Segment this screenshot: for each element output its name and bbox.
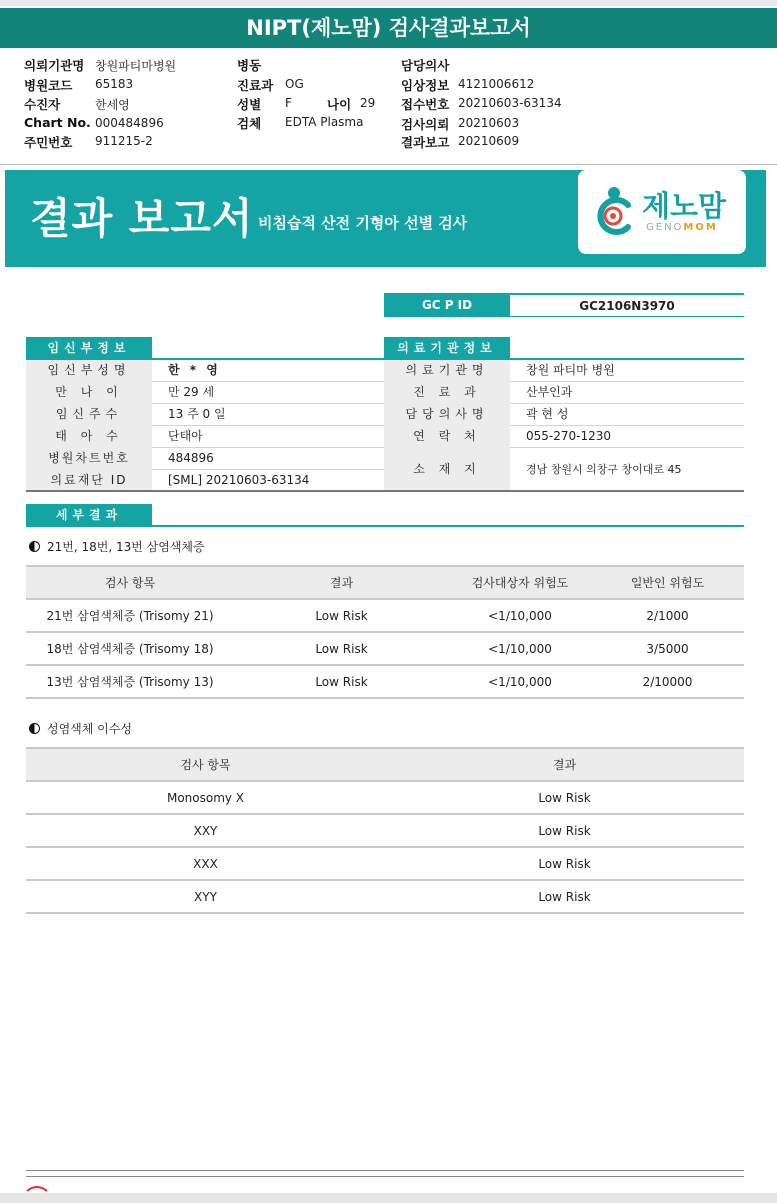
gcp-label: GC P ID: [384, 293, 510, 317]
institution-value: 경남 창원시 의창구 창이대로 45: [526, 463, 682, 476]
table-cell: 2/10000: [591, 665, 744, 698]
patient-label: 태 아 수: [26, 426, 152, 448]
patient-value: 484896: [168, 451, 214, 465]
column-header: 결과: [385, 748, 744, 781]
patient-label: 임신주수: [26, 404, 152, 426]
detail-rule: [26, 525, 744, 527]
column-header: 검사 항목: [26, 566, 234, 599]
patient-label: 병원차트번호: [26, 448, 152, 470]
table-row: [26, 880, 744, 913]
institution-label: 소 재 지: [384, 448, 510, 492]
institution-row: [384, 448, 744, 492]
patient-label: 의료재단 ID: [26, 470, 152, 492]
header-key: 성별: [237, 97, 262, 112]
institution-row: [384, 404, 744, 426]
institution-value: 산부인과: [526, 385, 573, 399]
header-value: 20210603: [458, 116, 520, 130]
patient-value: [SML] 20210603-63134: [168, 473, 310, 487]
header-value: 000484896: [95, 116, 164, 130]
detail-tab: 세부결과: [26, 504, 152, 526]
table-cell: 2/1000: [591, 599, 744, 632]
logo-name: 제노맘: [642, 189, 727, 223]
table-cell: <1/10,000: [449, 665, 591, 698]
institution-value: 055-270-1230: [526, 429, 612, 443]
table-cell: Low Risk: [234, 665, 449, 698]
banner-subtitle: 비침습적 산전 기형아 선별 검사: [258, 214, 468, 232]
institution-row: [384, 426, 744, 448]
section2-heading: [29, 720, 132, 737]
header-key: 병동: [237, 58, 262, 73]
genomom-logo: [578, 170, 746, 254]
table-row: [26, 781, 744, 814]
institution-info-tab: 의료기관정보: [384, 337, 510, 359]
header-key: 주민번호: [24, 135, 73, 150]
column-header: 검사대상자 위험도: [449, 566, 591, 599]
institution-label: 진 료 과: [384, 382, 510, 404]
header-value: F: [285, 96, 292, 110]
age-value: 29: [360, 96, 376, 110]
table-cell: Monosomy X: [26, 781, 385, 814]
header-divider: [0, 164, 777, 165]
header-key: 병원코드: [24, 78, 73, 93]
table-cell: 21번 삼염색체증 (Trisomy 21): [26, 599, 234, 632]
header-key: 결과보고: [401, 135, 450, 150]
trisomy-table: [26, 565, 744, 699]
header-value: 창원파티마병원: [95, 59, 177, 73]
column-header: 결과: [234, 566, 449, 599]
half-circle-icon: [29, 541, 40, 552]
header-info: [0, 52, 777, 162]
table-cell: 13번 삼염색체증 (Trisomy 13): [26, 665, 234, 698]
patient-value: 13 주 0 일: [168, 407, 226, 421]
patient-row: [26, 360, 385, 382]
table-cell: XYY: [26, 880, 385, 913]
header-key: 수진자: [24, 97, 61, 112]
table-cell: Low Risk: [385, 781, 744, 814]
table-cell: XXY: [26, 814, 385, 847]
footer-rule: [26, 1170, 744, 1171]
table-row: [26, 632, 744, 665]
header-value: 911215-2: [95, 134, 153, 148]
footer-rule: [26, 1176, 744, 1177]
header-key: 접수번호: [401, 97, 450, 112]
institution-label: 의료기관명: [384, 360, 510, 382]
table-row: [26, 665, 744, 698]
info-bottom-rule: [26, 490, 744, 492]
header-value: 20210603-63134: [458, 96, 562, 110]
patient-label: 임신부성명: [26, 360, 152, 382]
header-key: 검체: [237, 116, 262, 131]
genomom-logo-icon: [592, 183, 636, 237]
age-key: 나이: [327, 97, 352, 112]
logo-eng-b: MOM: [683, 222, 718, 233]
table-cell: Low Risk: [234, 632, 449, 665]
patient-value: 단태아: [168, 429, 203, 443]
institution-row: [384, 360, 744, 382]
column-header: 일반인 위험도: [591, 566, 744, 599]
header-key: 임상정보: [401, 78, 450, 93]
sex-chromosome-table: [26, 747, 744, 914]
section1-heading-text: 21번, 18번, 13번 삼염색체증: [47, 540, 205, 554]
patient-label: 만 나 이: [26, 382, 152, 404]
table-cell: Low Risk: [234, 599, 449, 632]
logo-eng-a: GENO: [646, 222, 684, 233]
table-cell: XXX: [26, 847, 385, 880]
institution-value: 창원 파티마 병원: [526, 363, 615, 377]
patient-row: [26, 404, 385, 426]
header-value: 4121006612: [458, 77, 535, 91]
patient-info-tab: 임신부정보: [26, 337, 152, 359]
institution-label: 담당의사명: [384, 404, 510, 426]
header-key: Chart No.: [24, 115, 91, 130]
gcp-bottom-rule: [384, 316, 744, 317]
half-circle-icon: [29, 723, 40, 734]
institution-row: [384, 382, 744, 404]
patient-row: [26, 448, 385, 470]
table-row: [26, 847, 744, 880]
header-value: 한세영: [95, 98, 130, 112]
report-title: NIPT(제노맘) 검사결과보고서: [0, 8, 777, 48]
institution-label: 연 락 처: [384, 426, 510, 448]
table-cell: Low Risk: [385, 847, 744, 880]
table-cell: Low Risk: [385, 880, 744, 913]
patient-value: 만 29 세: [168, 385, 215, 399]
table-cell: 3/5000: [591, 632, 744, 665]
section2-heading-text: 성염색체 이수성: [47, 722, 132, 736]
header-key: 담당의사: [401, 58, 450, 73]
report-banner: [5, 170, 766, 267]
patient-row: [26, 470, 385, 492]
footer-strip: [0, 1193, 777, 1203]
section1-heading: [29, 538, 205, 555]
footer-mark: [22, 1186, 52, 1203]
header-key: 의뢰기관명: [24, 58, 85, 73]
gcp-value: GC2106N3970: [579, 299, 675, 313]
patient-value: 한 * 영: [168, 363, 221, 377]
patient-row: [26, 426, 385, 448]
column-header: 검사 항목: [26, 748, 385, 781]
table-cell: 18번 삼염색체증 (Trisomy 18): [26, 632, 234, 665]
table-cell: <1/10,000: [449, 599, 591, 632]
table-cell: Low Risk: [385, 814, 744, 847]
table-row: [26, 814, 744, 847]
patient-row: [26, 382, 385, 404]
header-value: OG: [285, 77, 304, 91]
top-rule: [0, 0, 777, 6]
header-value: 20210609: [458, 134, 520, 148]
header-key: 진료과: [237, 78, 274, 93]
logo-eng: [646, 222, 718, 233]
table-header-row: [26, 748, 744, 781]
header-value: EDTA Plasma: [285, 115, 364, 129]
institution-value: 곽 현 성: [526, 407, 569, 421]
header-key: 검사의뢰: [401, 117, 450, 132]
header-value: 65183: [95, 77, 134, 91]
table-header-row: [26, 566, 744, 599]
table-row: [26, 599, 744, 632]
banner-title: 결과 보고서: [30, 194, 254, 243]
table-cell: <1/10,000: [449, 632, 591, 665]
